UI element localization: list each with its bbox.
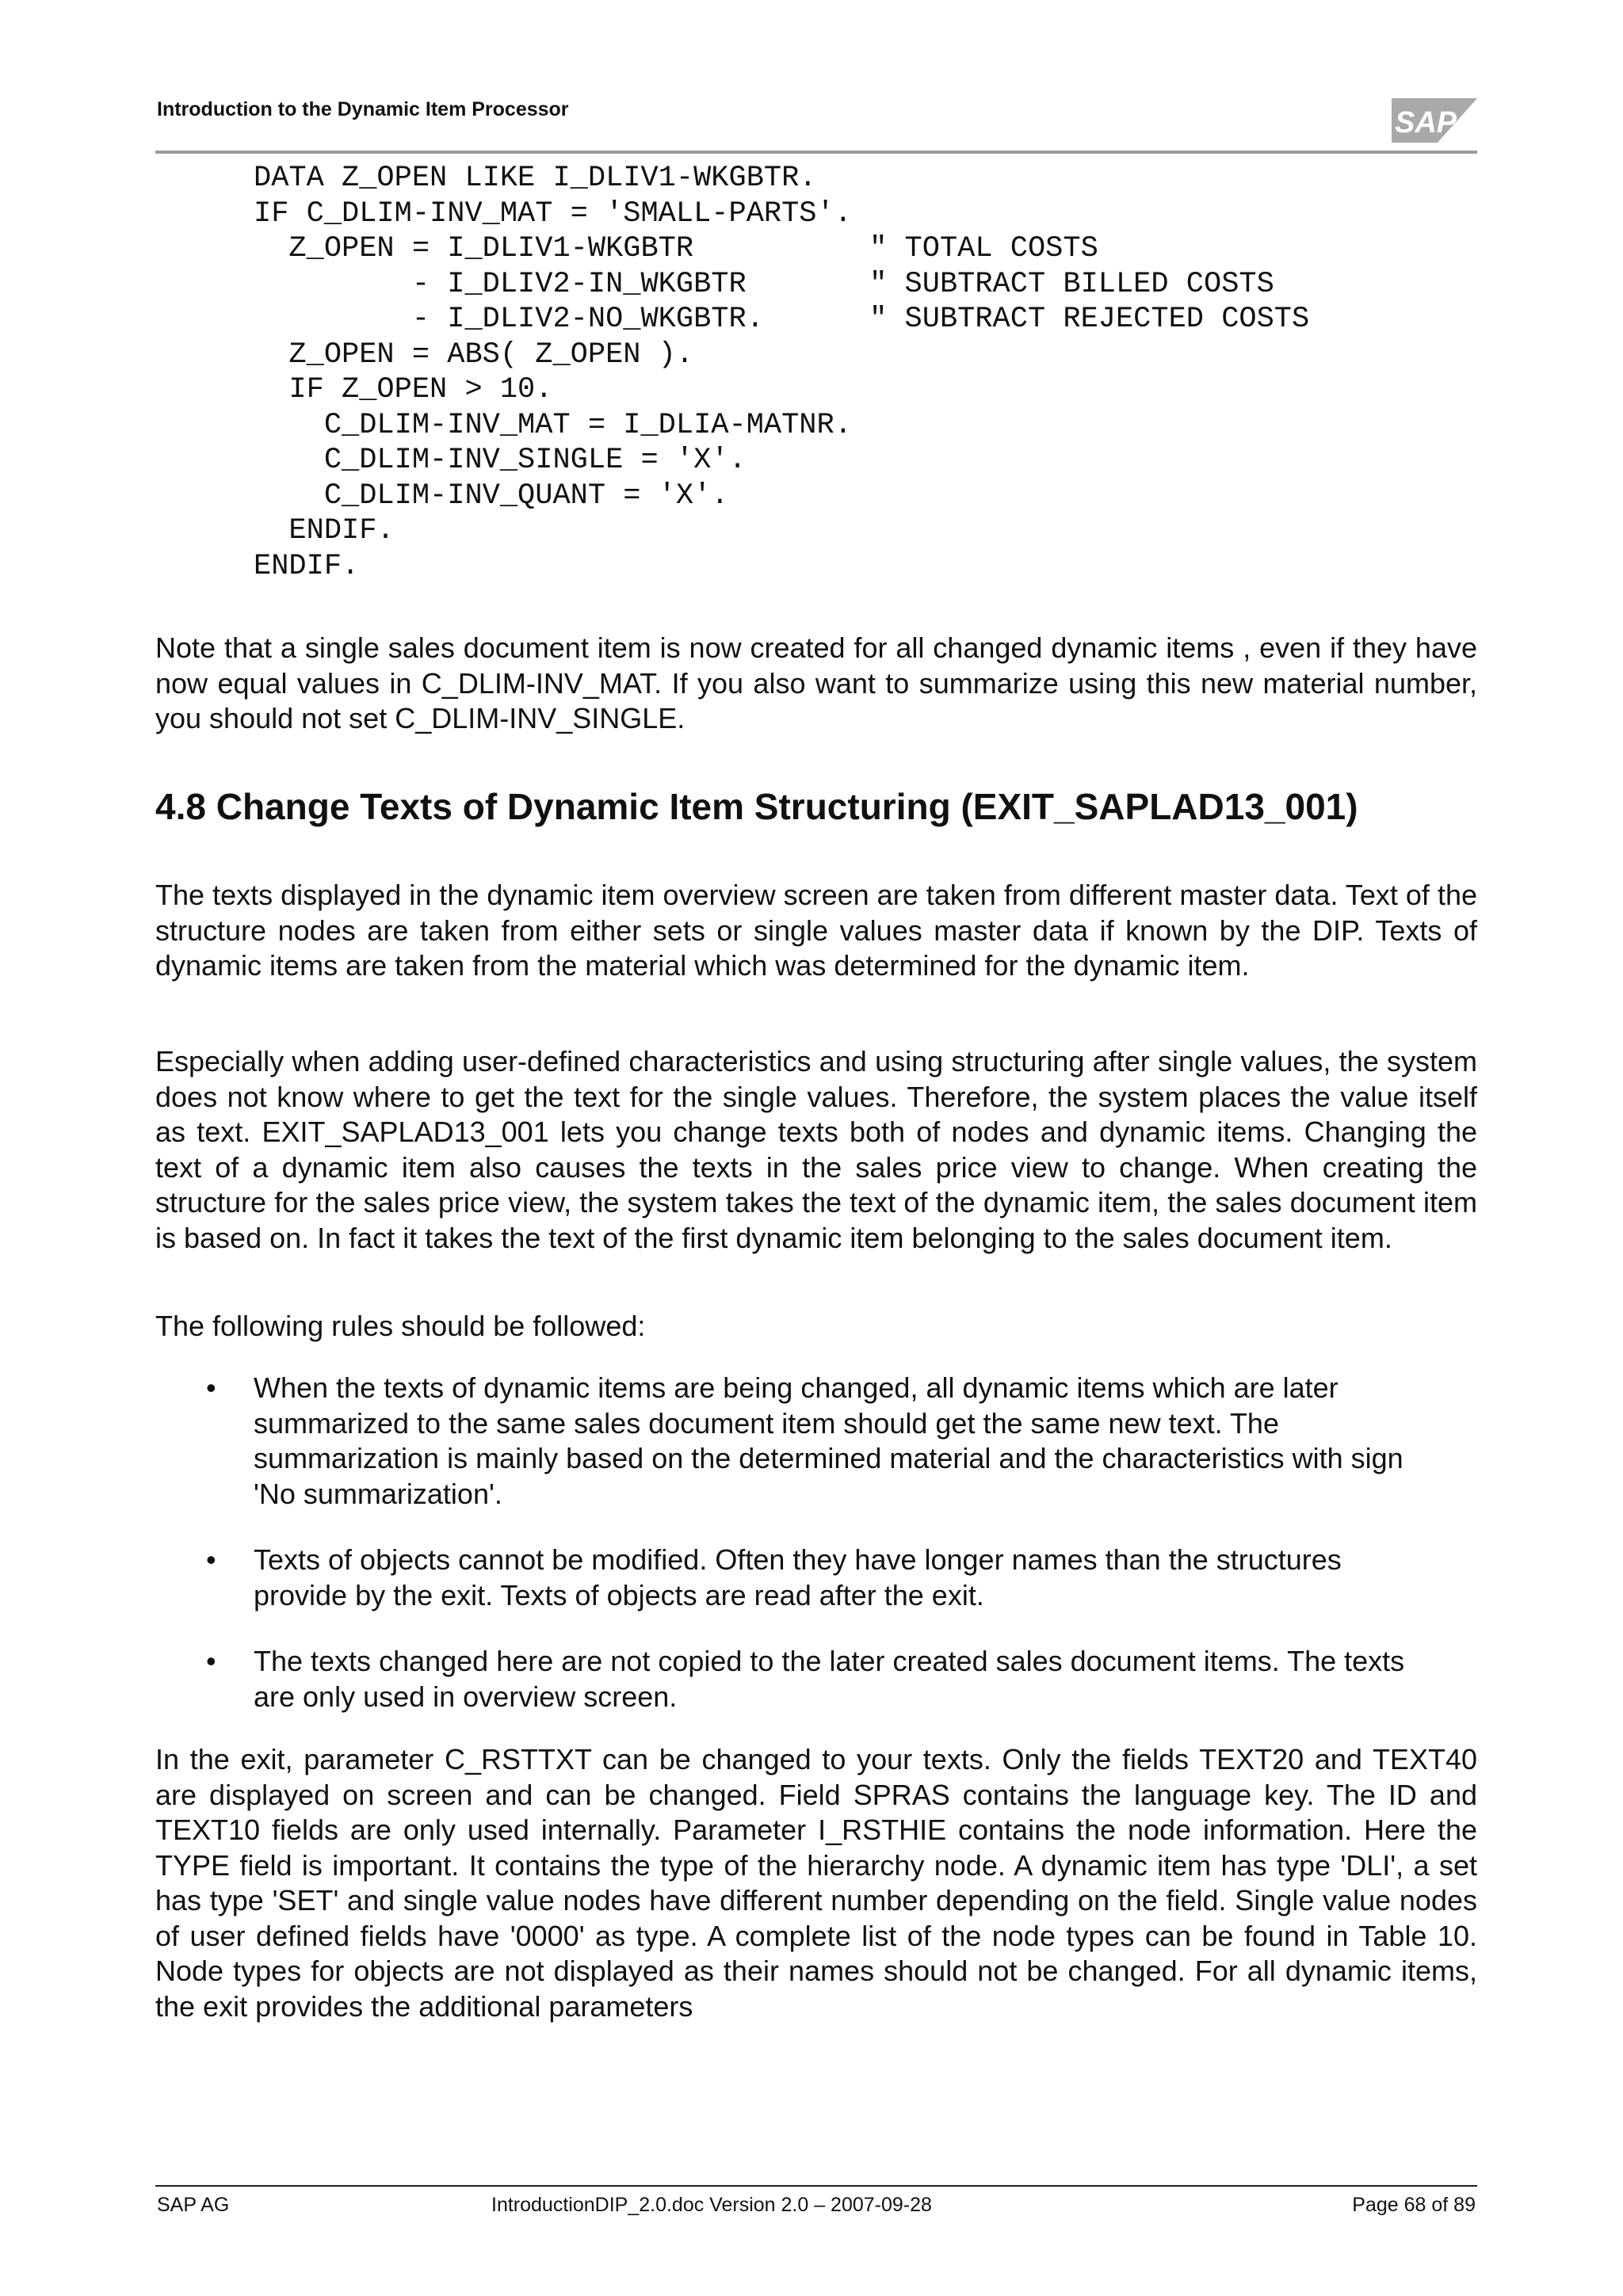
section-heading: 4.8 Change Texts of Dynamic Item Structuring (EXIT_SAPLAD13_001)	[155, 786, 1358, 827]
footer-page-number: Page 68 of 89	[1352, 2194, 1476, 2216]
exit-parameters-paragraph: In the exit, parameter C_RSTTXT can be changed to your texts. Only the fields TEXT20 and TEXT40 are displayed on screen and can be changed. Field SPRAS contains the language key. The ID and TEXT10 fields are only used internally. Parameter I_RSTHIE contains the node information. Here the TYPE field is important. It contains the type of the hierarchy node. A dynamic item has type 'DLI', a set has type 'SET' and single value nodes have different number depending on the field. Single value nodes of user defined fields have '0000' as type. A complete list of the node types can be found in Table 10. Node types for objects are not displayed as their names should not be changed. For all dynamic items, the exit provides the additional parameters	[155, 1743, 1477, 2023]
user-defined-characteristics-paragraph: Especially when adding user-defined characteristics and using structuring after single values, the system does not know where to get the text for the single values. Therefore, the system places the value itself as text. EXIT_SAPLAD13_001 lets you change texts both of nodes and dynamic items. Changing the text of a dynamic item also causes the texts in the sales price view to change. When creating the structure for the sales price view, the system takes the text of the dynamic item, the sales document item is based on. In fact it takes the text of the first dynamic item belonging to the sales document item.	[155, 1045, 1477, 1254]
footer-company: SAP AG	[157, 2194, 230, 2216]
footer-document-info: IntroductionDIP_2.0.doc Version 2.0 – 2007-09-28	[491, 2194, 932, 2216]
sap-logo	[1392, 98, 1477, 143]
bullet-text: The texts changed here are not copied to the later created sales document items. The texts are only used in overview screen.	[254, 1645, 1405, 1713]
running-header-title: Introduction to the Dynamic Item Processor	[157, 98, 569, 120]
bullet-text: When the texts of dynamic items are being changed, all dynamic items which are later summarized to the same sales document item should get the same new text. The summarization is mainly based on the determined material and the characteristics with sign 'No summarization'.	[254, 1371, 1403, 1510]
header-rule	[155, 151, 1477, 154]
note-paragraph: Note that a single sales document item is now created for all changed dynamic items , even if they have now equal values in C_DLIM-INV_MAT. If you also want to summarize using this new material number, you should not set C_DLIM-INV_SINGLE.	[155, 631, 1477, 734]
sap-logo-text: SAP	[1395, 106, 1457, 139]
bullet-dot: •	[206, 1543, 216, 1576]
bullet-dot: •	[206, 1371, 216, 1404]
overview-text-paragraph: The texts displayed in the dynamic item overview screen are taken from different master data. Text of the structure nodes are taken from either sets or single values master data if known by the DIP. Texts of dynamic items are taken from the material which was determined for the dynamic item.	[155, 879, 1477, 982]
bullet-text: Texts of objects cannot be modified. Often they have longer names than the structures provide by the exit. Texts of objects are read after the exit.	[254, 1543, 1342, 1611]
footer-rule	[155, 2185, 1477, 2187]
abap-code-block: DATA Z_OPEN LIKE I_DLIV1-WKGBTR. IF C_DLIM-INV_MAT = 'SMALL-PARTS'. Z_OPEN = I_DLIV1-WKGBTR " TOTAL COSTS - I_DLIV2-IN_WKGBTR " SUBTRACT BILLED COSTS - I_DLIV2-NO_WKGBTR. " SUBTRACT REJECTED COSTS Z_OPEN = ABS( Z_OPEN ). IF Z_OPEN > 10. C_DLIM-INV_MAT = I_DLIA-MATNR. C_DLIM-INV_SINGLE = 'X'. C_DLIM-INV_QUANT = 'X'. ENDIF. ENDIF.	[254, 162, 1310, 583]
rules-intro-paragraph: The following rules should be followed:	[155, 1310, 646, 1342]
bullet-dot: •	[206, 1645, 216, 1677]
